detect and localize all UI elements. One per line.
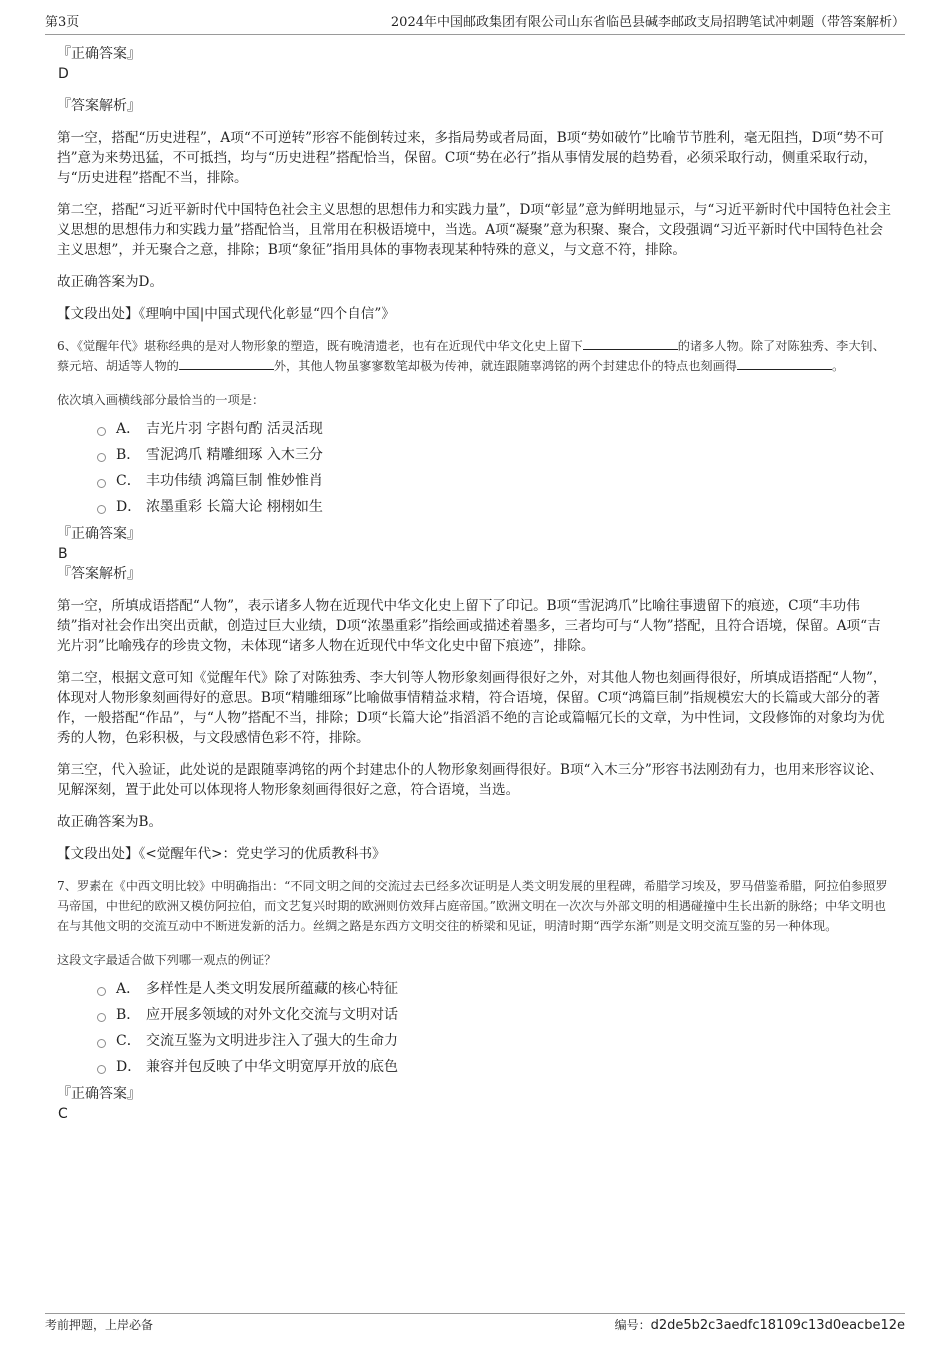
- option-text: 应开展多领域的对外文化交流与文明对话: [146, 1007, 398, 1023]
- option-text: 吉光片羽 字斟句酌 活灵活现: [146, 421, 323, 437]
- correct-answer-label: 『正确答案』: [57, 46, 141, 62]
- analysis-label: 『答案解析』: [57, 98, 141, 114]
- q5-answer: D: [58, 66, 69, 82]
- q6-blank-1: [583, 337, 678, 350]
- page-footer: [45, 1313, 905, 1333]
- footer-slogan: 考前押题，上岸必备: [45, 1318, 154, 1332]
- q6-prompt: 依次填入画横线部分最恰当的一项是：: [57, 393, 265, 407]
- q6-option-c[interactable]: [97, 468, 893, 494]
- q6-blank-2: [179, 357, 274, 370]
- q6-stem-part-2: 的诸多人物。除了对陈独秀、李大钊、蔡元培、胡适等人物的: [57, 339, 885, 373]
- q7-option-a[interactable]: [97, 976, 893, 1002]
- q5-conclusion: 故正确答案为D。: [57, 274, 164, 290]
- option-text: 雪泥鸿爪 精雕细琢 入木三分: [146, 447, 323, 463]
- radio-icon[interactable]: [97, 479, 106, 488]
- option-text: 兼容并包反映了中华文明宽厚开放的底色: [146, 1059, 398, 1075]
- q6-analysis-3: 第三空，代入验证，此处说的是跟随辜鸿铭的两个封建忠仆的人物形象刻画得很好。B项“入木三分”形容书法刚劲有力，也用来形容议论、见解深刻，置于此处可以体现将人物形象刻画得很好之意，符合语境，当选。: [57, 762, 883, 798]
- radio-icon[interactable]: [97, 987, 106, 996]
- document-title: 2024年中国邮政集团有限公司山东省临邑县碱李邮政支局招聘笔试冲刺题（带答案解析）: [390, 15, 905, 30]
- code-value: d2de5b2c3aedfc18109c13d0eacbe12e: [650, 1318, 905, 1333]
- option-letter: D．: [116, 499, 142, 515]
- radio-icon[interactable]: [97, 1013, 106, 1022]
- option-text: 丰功伟绩 鸿篇巨制 惟妙惟肖: [146, 473, 323, 489]
- page-header: [45, 14, 905, 35]
- q6-stem-part-1: 6、《觉醒年代》堪称经典的是对人物形象的塑造，既有晚清遗老，也有在近现代中华文化史上留下: [57, 339, 583, 353]
- radio-icon[interactable]: [97, 453, 106, 462]
- q6-stem-part-4: 。: [832, 359, 845, 373]
- option-text: 多样性是人类文明发展所蕴藏的核心特征: [146, 981, 398, 997]
- q6-option-b[interactable]: [97, 442, 893, 468]
- q6-option-d[interactable]: [97, 494, 893, 520]
- option-text: 交流互鉴为文明进步注入了强大的生命力: [146, 1033, 398, 1049]
- radio-icon[interactable]: [97, 505, 106, 514]
- q7-option-d[interactable]: [97, 1054, 893, 1080]
- q7-stem: 7、罗素在《中西文明比较》中明确指出：“不同文明之间的交流过去已经多次证明是人类文明发展的里程碑，希腊学习埃及，罗马借鉴希腊，阿拉伯参照罗马帝国，中世纪的欧洲又模仿阿拉伯，而文艺复兴时期的欧洲则仿效拜占庭帝国。”欧洲文明在一次次与外部文明的相遇碰撞中生长出新的脉络；中华文明也在与其他文明的交流互动中不断迸发新的活力。丝绸之路是东西方文明交往的桥梁和见证，明清时期“西学东渐”则是文明交流互鉴的另一种体现。: [57, 879, 888, 933]
- option-text: 浓墨重彩 长篇大论 栩栩如生: [146, 499, 323, 515]
- q7-option-c[interactable]: [97, 1028, 893, 1054]
- option-letter: C．: [116, 1033, 141, 1049]
- q6-answer: B: [58, 546, 68, 562]
- option-letter: C．: [116, 473, 141, 489]
- analysis-label: 『答案解析』: [57, 566, 141, 582]
- q7-option-b[interactable]: [97, 1002, 893, 1028]
- q7-options: [57, 976, 893, 1080]
- correct-answer-label: 『正确答案』: [57, 1086, 141, 1102]
- q5-analysis-2: 第二空，搭配“习近平新时代中国特色社会主义思想的思想伟力和实践力量”，D项“彰显”意为鲜明地显示，与“习近平新时代中国特色社会主义思想的思想伟力和实践力量”搭配恰当，且常用在积极语境中，当选。A项“凝聚”意为积聚、聚合，文段强调“习近平新时代中国特色社会主义思想”，并无聚合之意，排除；B项“象征”指用具体的事物表现某种特殊的意义，与文意不符，排除。: [57, 202, 892, 258]
- option-letter: A．: [116, 421, 141, 437]
- page-number: 第3页: [45, 15, 80, 30]
- document-body: [57, 44, 893, 1124]
- q6-options: [57, 416, 893, 520]
- code-label: 编号：: [614, 1318, 651, 1332]
- option-letter: B．: [116, 447, 141, 463]
- option-letter: B．: [116, 1007, 141, 1023]
- radio-icon[interactable]: [97, 1065, 106, 1074]
- option-letter: A．: [116, 981, 141, 997]
- q6-analysis-2: 第二空，根据文意可知《觉醒年代》除了对陈独秀、李大钊等人物形象刻画得很好之外，对其他人物也刻画得很好，所填成语搭配“人物”，体现对人物形象刻画得好的意思。B项“精雕细琢”比喻做事情精益求精，符合语境，保留。C项“鸿篇巨制”指规模宏大的长篇或大部分的著作，一般搭配“作品”，与“人物”搭配不当，排除；D项“长篇大论”指滔滔不绝的言论或篇幅冗长的文章，为中性词，文段修饰的对象均为优秀的人物，色彩积极，与文段感情色彩不符，排除。: [57, 670, 887, 746]
- radio-icon[interactable]: [97, 427, 106, 436]
- q6-stem-part-3: 外，其他人物虽寥寥数笔却极为传神，就连跟随辜鸿铭的两个封建忠仆的特点也刻画得: [273, 359, 737, 373]
- q5-source: 【文段出处】《理响中国|中国式现代化彰显“四个自信”》: [57, 306, 395, 322]
- q6-stem: [57, 336, 893, 376]
- document-code: [615, 1316, 905, 1335]
- q6-analysis-1: 第一空，所填成语搭配“人物”，表示诸多人物在近现代中华文化史上留下了印记。B项“雪泥鸿爪”比喻往事遗留下的痕迹，C项“丰功伟绩”指对社会作出突出贡献，创造过巨大业绩，D项“浓墨重彩”指绘画或描述着墨多，三者均可与“人物”搭配，且符合语境，保留。A项“吉光片羽”比喻残存的珍贵文物，未体现“诸多人物在近现代中华文化史中留下痕迹”，排除。: [57, 598, 881, 654]
- q5-analysis-1: 第一空，搭配“历史进程”，A项“不可逆转”形容不能倒转过来，多指局势或者局面，B项“势如破竹”比喻节节胜利，毫无阻挡，D项“势不可挡”意为来势迅猛，不可抵挡，均与“历史进程”搭配恰当，保留。C项“势在必行”指从事情发展的趋势看，必须采取行动，侧重采取行动，与“历史进程”搭配不当，排除。: [57, 130, 885, 186]
- q7-answer: C: [58, 1106, 68, 1122]
- q6-blank-3: [737, 357, 832, 370]
- q7-prompt: 这段文字最适合做下列哪一观点的例证？: [57, 953, 277, 967]
- q6-option-a[interactable]: [97, 416, 893, 442]
- option-letter: D．: [116, 1059, 142, 1075]
- radio-icon[interactable]: [97, 1039, 106, 1048]
- q6-conclusion: 故正确答案为B。: [57, 814, 163, 830]
- q6-source: 【文段出处】《<觉醒年代>：党史学习的优质教科书》: [57, 846, 386, 862]
- correct-answer-label: 『正确答案』: [57, 526, 141, 542]
